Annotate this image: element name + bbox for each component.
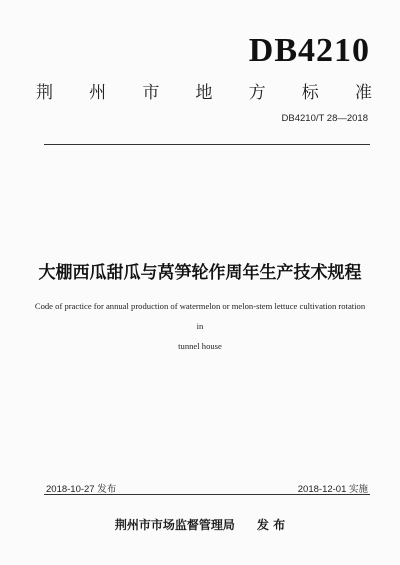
document-title-chinese: 大棚西瓜甜瓜与莴笋轮作周年生产技术规程 (38, 263, 362, 283)
header-divider (44, 144, 370, 145)
standard-category-name (36, 78, 372, 103)
implementation-date: 2018-12-01 实施 (297, 484, 368, 495)
standard-category-char: 地 (195, 83, 213, 103)
standard-number: DB4210/T 28—2018 (281, 113, 368, 124)
standard-category-char: 市 (142, 83, 160, 103)
publisher-line (0, 516, 400, 533)
english-title-line: Code of practice for annual production of watermelon or melon-stem lettuce cultivation rotation in (34, 301, 366, 331)
standard-category-char: 州 (89, 83, 107, 103)
standard-category-char: 荆 (36, 83, 53, 103)
english-title-line: tunnel house (178, 341, 222, 351)
footer-divider (44, 494, 370, 495)
standard-category-char: 准 (354, 83, 372, 103)
document-title-english (34, 296, 366, 356)
standard-category-char: 标 (301, 83, 319, 103)
publisher-name: 荆州市市场监督管理局 (114, 518, 235, 532)
issue-date: 2018-10-27 发布 (46, 484, 117, 495)
publisher-action: 发 布 (256, 518, 286, 532)
standard-category-char: 方 (248, 83, 266, 103)
standard-code: DB4210 (248, 32, 370, 69)
